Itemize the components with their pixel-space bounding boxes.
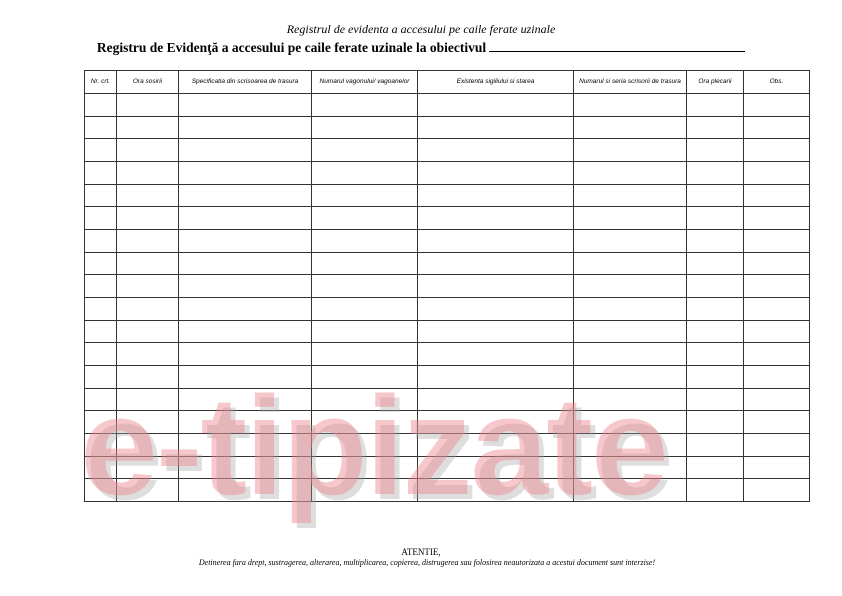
table-cell[interactable] bbox=[574, 275, 687, 298]
table-cell[interactable] bbox=[574, 433, 687, 456]
table-cell[interactable] bbox=[744, 365, 810, 388]
footer-note: Detinerea fara drept, sustragerea, alterarea, multiplicarea, copierea, distrugerea sau folosirea neautorizata a acestui document sunt interzise! bbox=[198, 558, 656, 567]
table-cell[interactable] bbox=[179, 116, 312, 139]
table-cell[interactable] bbox=[179, 207, 312, 230]
heading-text: Registru de Evidenţă a accesului pe caile ferate uzinale la obiectivul bbox=[96, 40, 487, 55]
table-cell[interactable] bbox=[179, 456, 312, 479]
table-cell[interactable] bbox=[85, 297, 117, 320]
table-cell[interactable] bbox=[312, 456, 418, 479]
table-row bbox=[85, 229, 810, 252]
table-cell[interactable] bbox=[574, 207, 687, 230]
table-cell[interactable] bbox=[85, 139, 117, 162]
table-cell[interactable] bbox=[574, 94, 687, 117]
table-cell[interactable] bbox=[744, 184, 810, 207]
table-cell[interactable] bbox=[179, 365, 312, 388]
table-cell[interactable] bbox=[418, 479, 574, 502]
table-cell[interactable] bbox=[85, 184, 117, 207]
table-cell[interactable] bbox=[418, 388, 574, 411]
table-cell[interactable] bbox=[744, 275, 810, 298]
header-numarul-seria-scrisorii: Numarul si seria scrisorii de trasura bbox=[574, 71, 687, 94]
header-ora-plecarii: Ora plecarii bbox=[687, 71, 744, 94]
table-row bbox=[85, 297, 810, 320]
table-cell[interactable] bbox=[687, 320, 744, 343]
table-cell[interactable] bbox=[687, 207, 744, 230]
table-cell[interactable] bbox=[418, 275, 574, 298]
table-cell[interactable] bbox=[687, 411, 744, 434]
table-cell[interactable] bbox=[179, 343, 312, 366]
header-obs: Obs. bbox=[744, 71, 810, 94]
table-cell[interactable] bbox=[312, 343, 418, 366]
table-row bbox=[85, 479, 810, 502]
table-cell[interactable] bbox=[418, 320, 574, 343]
table-cell[interactable] bbox=[418, 252, 574, 275]
table-row bbox=[85, 207, 810, 230]
table-cell[interactable] bbox=[312, 94, 418, 117]
table-cell[interactable] bbox=[312, 320, 418, 343]
register-table bbox=[84, 70, 810, 502]
table-row bbox=[85, 161, 810, 184]
table-cell[interactable] bbox=[117, 229, 179, 252]
table-cell[interactable] bbox=[418, 139, 574, 162]
table-cell[interactable] bbox=[418, 94, 574, 117]
table-cell[interactable] bbox=[744, 479, 810, 502]
table-cell[interactable] bbox=[687, 275, 744, 298]
table-cell[interactable] bbox=[312, 116, 418, 139]
table-cell[interactable] bbox=[85, 479, 117, 502]
table-cell[interactable] bbox=[574, 161, 687, 184]
table-cell[interactable] bbox=[85, 275, 117, 298]
table-cell[interactable] bbox=[744, 320, 810, 343]
table-cell[interactable] bbox=[85, 161, 117, 184]
table-cell[interactable] bbox=[179, 479, 312, 502]
table-cell[interactable] bbox=[85, 411, 117, 434]
table-cell[interactable] bbox=[85, 94, 117, 117]
table-cell[interactable] bbox=[418, 161, 574, 184]
header-existenta-sigiliului: Existenta sigiliului si starea bbox=[418, 71, 574, 94]
table-cell[interactable] bbox=[117, 116, 179, 139]
table-cell[interactable] bbox=[179, 252, 312, 275]
table-cell[interactable] bbox=[687, 388, 744, 411]
table-cell[interactable] bbox=[687, 94, 744, 117]
table-cell[interactable] bbox=[418, 456, 574, 479]
table-cell[interactable] bbox=[574, 116, 687, 139]
table-cell[interactable] bbox=[312, 479, 418, 502]
table-cell[interactable] bbox=[418, 411, 574, 434]
footer-warning: ATENTIE, bbox=[401, 547, 441, 557]
table-cell[interactable] bbox=[85, 229, 117, 252]
table-cell[interactable] bbox=[179, 275, 312, 298]
table-cell[interactable] bbox=[117, 411, 179, 434]
table-row bbox=[85, 116, 810, 139]
table-cell[interactable] bbox=[687, 161, 744, 184]
header-row bbox=[85, 71, 810, 94]
table-row bbox=[85, 456, 810, 479]
table-cell[interactable] bbox=[85, 320, 117, 343]
table-cell[interactable] bbox=[117, 184, 179, 207]
table-cell[interactable] bbox=[117, 479, 179, 502]
table-cell[interactable] bbox=[744, 94, 810, 117]
table-cell[interactable] bbox=[179, 184, 312, 207]
table-cell[interactable] bbox=[418, 116, 574, 139]
table-cell[interactable] bbox=[574, 320, 687, 343]
table-cell[interactable] bbox=[85, 252, 117, 275]
table-cell[interactable] bbox=[744, 456, 810, 479]
table-cell[interactable] bbox=[687, 116, 744, 139]
table-cell[interactable] bbox=[85, 116, 117, 139]
table-row bbox=[85, 184, 810, 207]
table-cell[interactable] bbox=[574, 139, 687, 162]
table-cell[interactable] bbox=[312, 433, 418, 456]
table-cell[interactable] bbox=[687, 229, 744, 252]
table-cell[interactable] bbox=[687, 456, 744, 479]
table-cell[interactable] bbox=[85, 207, 117, 230]
table-cell[interactable] bbox=[312, 411, 418, 434]
table-cell[interactable] bbox=[687, 297, 744, 320]
header-specificatia: Specificatia din scrisoarea de trasura bbox=[179, 71, 312, 94]
table-cell[interactable] bbox=[744, 297, 810, 320]
table-cell[interactable] bbox=[574, 456, 687, 479]
table-cell[interactable] bbox=[312, 207, 418, 230]
table-cell[interactable] bbox=[179, 320, 312, 343]
table-row bbox=[85, 275, 810, 298]
table-cell[interactable] bbox=[418, 207, 574, 230]
table-cell[interactable] bbox=[179, 433, 312, 456]
table-cell[interactable] bbox=[85, 433, 117, 456]
table-row bbox=[85, 411, 810, 434]
table-cell[interactable] bbox=[418, 343, 574, 366]
table-cell[interactable] bbox=[418, 297, 574, 320]
table-row bbox=[85, 365, 810, 388]
register-body bbox=[85, 94, 810, 502]
table-cell[interactable] bbox=[574, 388, 687, 411]
table-cell[interactable] bbox=[687, 184, 744, 207]
table-cell[interactable] bbox=[179, 297, 312, 320]
table-cell[interactable] bbox=[574, 297, 687, 320]
table-cell[interactable] bbox=[744, 161, 810, 184]
table-cell[interactable] bbox=[312, 275, 418, 298]
table-cell[interactable] bbox=[687, 365, 744, 388]
table-cell[interactable] bbox=[687, 252, 744, 275]
table-cell[interactable] bbox=[312, 229, 418, 252]
header-nr-crt: Nr. crt. bbox=[85, 71, 117, 94]
table-cell[interactable] bbox=[85, 456, 117, 479]
table-cell[interactable] bbox=[744, 343, 810, 366]
table-cell[interactable] bbox=[744, 229, 810, 252]
table-cell[interactable] bbox=[312, 139, 418, 162]
document-title: Registrul de evidenta a accesului pe caile ferate uzinale bbox=[286, 22, 556, 36]
table-cell[interactable] bbox=[117, 343, 179, 366]
table-cell[interactable] bbox=[744, 116, 810, 139]
table-cell[interactable] bbox=[85, 343, 117, 366]
table-cell[interactable] bbox=[117, 94, 179, 117]
table-cell[interactable] bbox=[117, 433, 179, 456]
table-cell[interactable] bbox=[418, 365, 574, 388]
table-cell[interactable] bbox=[744, 252, 810, 275]
table-cell[interactable] bbox=[85, 365, 117, 388]
table-cell[interactable] bbox=[687, 433, 744, 456]
table-cell[interactable] bbox=[179, 411, 312, 434]
table-cell[interactable] bbox=[687, 479, 744, 502]
table-cell[interactable] bbox=[744, 139, 810, 162]
table-cell[interactable] bbox=[85, 388, 117, 411]
table-cell[interactable] bbox=[744, 207, 810, 230]
table-cell[interactable] bbox=[179, 388, 312, 411]
header-numarul-vagonului: Numarul vagonului/ vagoanelor bbox=[312, 71, 418, 94]
table-cell[interactable] bbox=[312, 388, 418, 411]
table-cell[interactable] bbox=[574, 252, 687, 275]
table-cell[interactable] bbox=[418, 184, 574, 207]
table-cell[interactable] bbox=[179, 139, 312, 162]
table-cell[interactable] bbox=[744, 433, 810, 456]
table-cell[interactable] bbox=[179, 94, 312, 117]
table-cell[interactable] bbox=[179, 161, 312, 184]
table-cell[interactable] bbox=[117, 297, 179, 320]
table-cell[interactable] bbox=[117, 456, 179, 479]
document-heading bbox=[0, 40, 842, 56]
table-cell[interactable] bbox=[574, 184, 687, 207]
table-cell[interactable] bbox=[117, 320, 179, 343]
table-cell[interactable] bbox=[744, 411, 810, 434]
table-cell[interactable] bbox=[574, 229, 687, 252]
table-cell[interactable] bbox=[687, 343, 744, 366]
table-cell[interactable] bbox=[117, 161, 179, 184]
table-cell[interactable] bbox=[574, 479, 687, 502]
objective-blank-line bbox=[489, 40, 745, 52]
table-cell[interactable] bbox=[574, 365, 687, 388]
table-cell[interactable] bbox=[312, 365, 418, 388]
table-cell[interactable] bbox=[418, 229, 574, 252]
table-row bbox=[85, 139, 810, 162]
table-cell[interactable] bbox=[312, 297, 418, 320]
table-row bbox=[85, 343, 810, 366]
table-row bbox=[85, 252, 810, 275]
table-cell[interactable] bbox=[574, 343, 687, 366]
table-row bbox=[85, 94, 810, 117]
table-cell[interactable] bbox=[117, 139, 179, 162]
table-cell[interactable] bbox=[312, 184, 418, 207]
table-row bbox=[85, 388, 810, 411]
watermark: e-tipizate bbox=[80, 367, 667, 524]
header-ora-sosirii: Ora sosirii bbox=[117, 71, 179, 94]
table-row bbox=[85, 320, 810, 343]
table-cell[interactable] bbox=[418, 433, 574, 456]
table-cell[interactable] bbox=[312, 161, 418, 184]
table-cell[interactable] bbox=[117, 275, 179, 298]
table-cell[interactable] bbox=[179, 229, 312, 252]
table-cell[interactable] bbox=[117, 207, 179, 230]
table-cell[interactable] bbox=[117, 365, 179, 388]
table-row bbox=[85, 433, 810, 456]
table-cell[interactable] bbox=[744, 388, 810, 411]
table-cell[interactable] bbox=[574, 411, 687, 434]
table-cell[interactable] bbox=[312, 252, 418, 275]
table-cell[interactable] bbox=[117, 252, 179, 275]
table-cell[interactable] bbox=[117, 388, 179, 411]
table-cell[interactable] bbox=[687, 139, 744, 162]
